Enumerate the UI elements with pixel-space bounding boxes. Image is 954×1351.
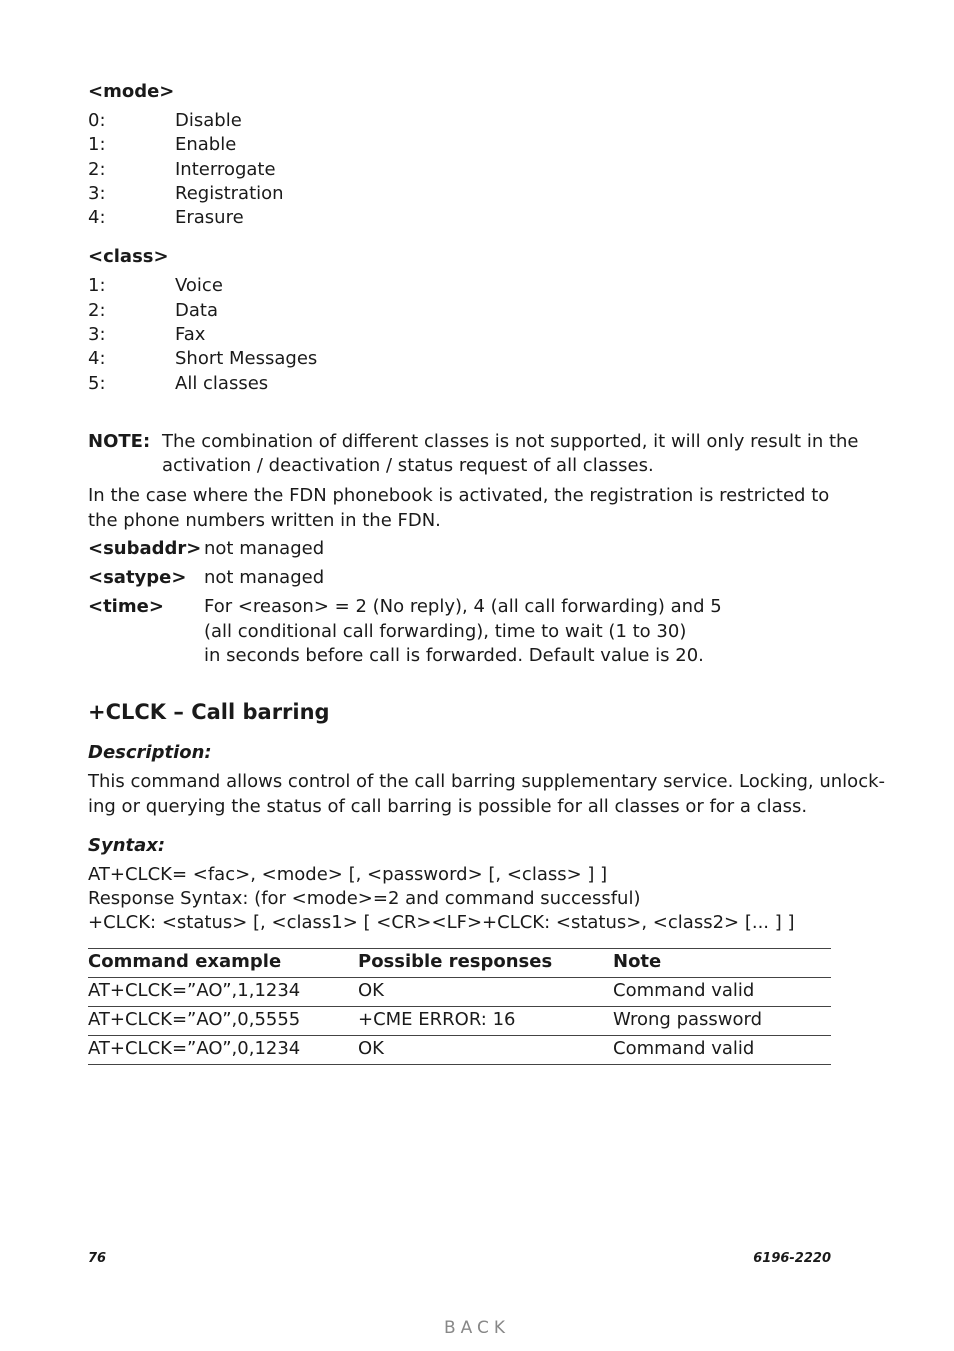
table-header-responses: Possible responses	[358, 951, 553, 972]
class-heading: <class>	[88, 246, 169, 267]
table-rule	[88, 977, 831, 978]
table-rule	[88, 948, 831, 949]
description-label: Description:	[88, 742, 212, 763]
param-time-line2: (all conditional call forwarding), time to wait (1 to 30)	[204, 621, 687, 642]
param-satype-value: not managed	[204, 567, 325, 588]
syntax-line2: Response Syntax: (for <mode>=2 and command successful)	[88, 888, 641, 909]
mode-item-label: Interrogate	[175, 159, 276, 180]
table-rule	[88, 1006, 831, 1007]
table-cell-command: AT+CLCK=”AO”,0,5555	[88, 1009, 301, 1030]
table-header-note: Note	[613, 951, 662, 972]
table-cell-note: Command valid	[613, 1038, 755, 1059]
table-cell-command: AT+CLCK=”AO”,0,1234	[88, 1038, 301, 1059]
syntax-line1: AT+CLCK= <fac>, <mode> [, <password> [, <class> ] ]	[88, 864, 608, 885]
note-text-line1: The combination of different classes is not supported, it will only result in the	[162, 431, 859, 452]
mode-item-num: 3:	[88, 183, 106, 204]
mode-item-label: Erasure	[175, 207, 244, 228]
param-subaddr-name: <subaddr>	[88, 538, 202, 559]
section-title: +CLCK – Call barring	[88, 700, 330, 724]
note-label: NOTE:	[88, 431, 151, 452]
class-item-label: All classes	[175, 373, 269, 394]
description-line2: ing or querying the status of call barring is possible for all classes or for a class.	[88, 796, 808, 817]
table-header-command: Command example	[88, 951, 282, 972]
mode-item-num: 2:	[88, 159, 106, 180]
mode-item-num: 4:	[88, 207, 106, 228]
class-item-num: 2:	[88, 300, 106, 321]
syntax-line3: +CLCK: <status> [, <class1> [ <CR><LF>+CLCK: <status>, <class2> [... ] ]	[88, 912, 795, 933]
table-cell-response: +CME ERROR: 16	[358, 1009, 516, 1030]
class-item-num: 1:	[88, 275, 106, 296]
mode-item-num: 0:	[88, 110, 106, 131]
mode-item-num: 1:	[88, 134, 106, 155]
table-cell-note: Command valid	[613, 980, 755, 1001]
back-link[interactable]: BACK	[443, 1318, 510, 1338]
table-cell-command: AT+CLCK=”AO”,1,1234	[88, 980, 301, 1001]
param-time-name: <time>	[88, 596, 164, 617]
class-item-label: Voice	[175, 275, 223, 296]
param-time-line3: in seconds before call is forwarded. Default value is 20.	[204, 645, 704, 666]
mode-heading: <mode>	[88, 81, 175, 102]
class-item-num: 5:	[88, 373, 106, 394]
mode-item-label: Disable	[175, 110, 242, 131]
class-item-label: Short Messages	[175, 348, 318, 369]
class-item-num: 4:	[88, 348, 106, 369]
class-item-label: Data	[175, 300, 218, 321]
syntax-label: Syntax:	[88, 835, 166, 856]
note-text-line2: activation / deactivation / status request of all classes.	[162, 455, 654, 476]
class-item-num: 3:	[88, 324, 106, 345]
param-satype-name: <satype>	[88, 567, 187, 588]
description-line1: This command allows control of the call barring supplementary service. Locking, unlock-	[88, 771, 886, 792]
fdn-paragraph: In the case where the FDN phonebook is activated, the registration is restricted to the phone numbers written in the FDN.	[88, 485, 830, 531]
table-cell-response: OK	[358, 1038, 384, 1059]
table-cell-response: OK	[358, 980, 384, 1001]
page-number: 76	[88, 1251, 107, 1266]
doc-number: 6196-2220	[753, 1251, 831, 1266]
param-subaddr-value: not managed	[204, 538, 325, 559]
mode-item-label: Registration	[175, 183, 284, 204]
table-rule	[88, 1064, 831, 1065]
param-time-line1: For <reason> = 2 (No reply), 4 (all call forwarding) and 5	[204, 596, 722, 617]
mode-item-label: Enable	[175, 134, 237, 155]
class-item-label: Fax	[175, 324, 206, 345]
table-cell-note: Wrong password	[613, 1009, 763, 1030]
table-rule	[88, 1035, 831, 1036]
